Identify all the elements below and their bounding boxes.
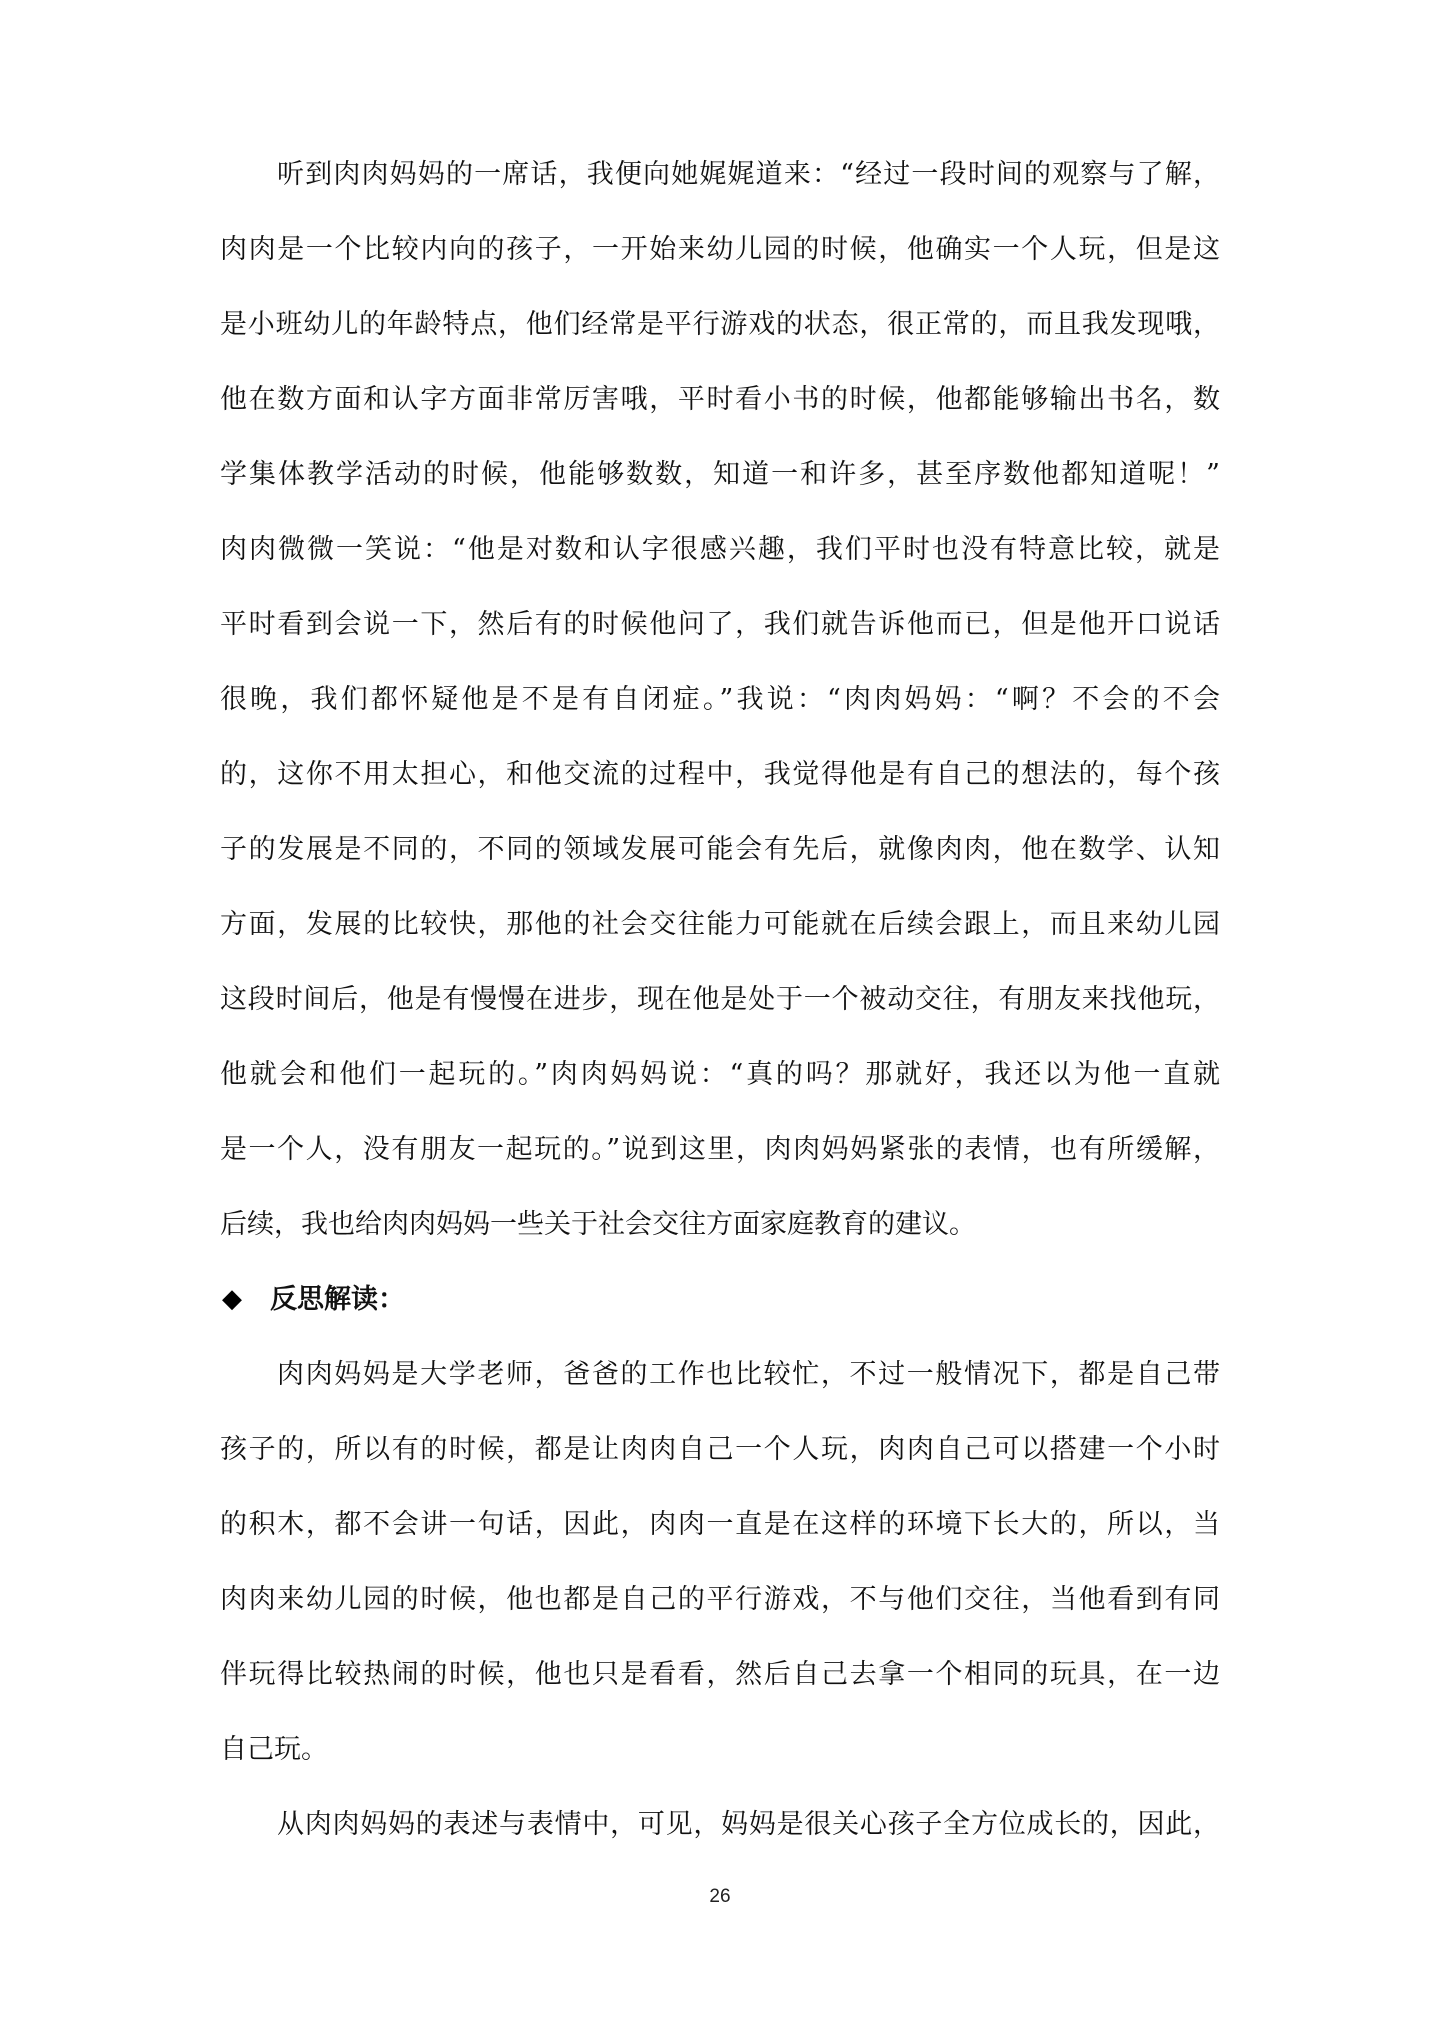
- paragraph-line: 自己玩。: [220, 1734, 328, 1765]
- paragraph-line: 的积木，都不会讲一句话，因此，肉肉一直是在这样的环境下长大的，所以，当: [220, 1509, 1220, 1540]
- paragraph-conclusion: [220, 1787, 1220, 1862]
- paragraph-line: 后续，我也给肉肉妈妈一些关于社会交往方面家庭教育的建议。: [220, 1209, 976, 1240]
- paragraph-line: 他就会和他们一起玩的。”肉肉妈妈说：“真的吗？那就好，我还以为他一直就: [220, 1059, 1220, 1090]
- paragraph-line: 是小班幼儿的年龄特点，他们经常是平行游戏的状态，很正常的，而且我发现哦，: [220, 309, 1220, 340]
- paragraph-line: 方面，发展的比较快，那他的社会交往能力可能就在后续会跟上，而且来幼儿园: [220, 909, 1220, 940]
- text-body: [220, 137, 1220, 1862]
- paragraph-line: 学集体教学活动的时候，他能够数数，知道一和许多，甚至序数他都知道呢！”: [220, 459, 1220, 490]
- paragraph-line: 肉肉微微一笑说：“他是对数和认字很感兴趣，我们平时也没有特意比较，就是: [220, 534, 1220, 565]
- paragraph-reflection: [220, 1337, 1220, 1787]
- section-heading-text: 反思解读：: [270, 1284, 405, 1315]
- paragraph-line: 肉肉是一个比较内向的孩子，一开始来幼儿园的时候，他确实一个人玩，但是这: [220, 234, 1220, 265]
- paragraph-line: 是一个人，没有朋友一起玩的。”说到这里，肉肉妈妈紧张的表情，也有所缓解，: [220, 1134, 1220, 1165]
- diamond-bullet-icon: ◆: [222, 1284, 242, 1314]
- paragraph-line: 很晚，我们都怀疑他是不是有自闭症。”我说：“肉肉妈妈：“啊？不会的不会: [220, 684, 1220, 715]
- section-heading: [220, 1262, 1220, 1337]
- paragraph-line: 孩子的，所以有的时候，都是让肉肉自己一个人玩，肉肉自己可以搭建一个小时: [220, 1434, 1220, 1465]
- paragraph-line: 肉肉来幼儿园的时候，他也都是自己的平行游戏，不与他们交往，当他看到有同: [220, 1584, 1220, 1615]
- paragraph-line: 这段时间后，他是有慢慢在进步，现在他是处于一个被动交往，有朋友来找他玩，: [220, 984, 1220, 1015]
- paragraph-line: 的，这你不用太担心，和他交流的过程中，我觉得他是有自己的想法的，每个孩: [220, 759, 1220, 790]
- paragraph-conversation: [220, 137, 1220, 1262]
- paragraph-line: 子的发展是不同的，不同的领域发展可能会有先后，就像肉肉，他在数学、认知: [220, 834, 1220, 865]
- paragraph-line: 听到肉肉妈妈的一席话，我便向她娓娓道来：“经过一段时间的观察与了解，: [277, 159, 1220, 190]
- paragraph-line: 从肉肉妈妈的表述与表情中，可见，妈妈是很关心孩子全方位成长的，因此，: [277, 1809, 1220, 1840]
- paragraph-line: 平时看到会说一下，然后有的时候他问了，我们就告诉他而已，但是他开口说话: [220, 609, 1220, 640]
- paragraph-line: 伴玩得比较热闹的时候，他也只是看看，然后自己去拿一个相同的玩具，在一边: [220, 1659, 1220, 1690]
- page-number: 26: [709, 1886, 731, 1907]
- paragraph-line: 他在数方面和认字方面非常厉害哦，平时看小书的时候，他都能够输出书名，数: [220, 384, 1220, 415]
- paragraph-line: 肉肉妈妈是大学老师，爸爸的工作也比较忙，不过一般情况下，都是自己带: [277, 1359, 1220, 1390]
